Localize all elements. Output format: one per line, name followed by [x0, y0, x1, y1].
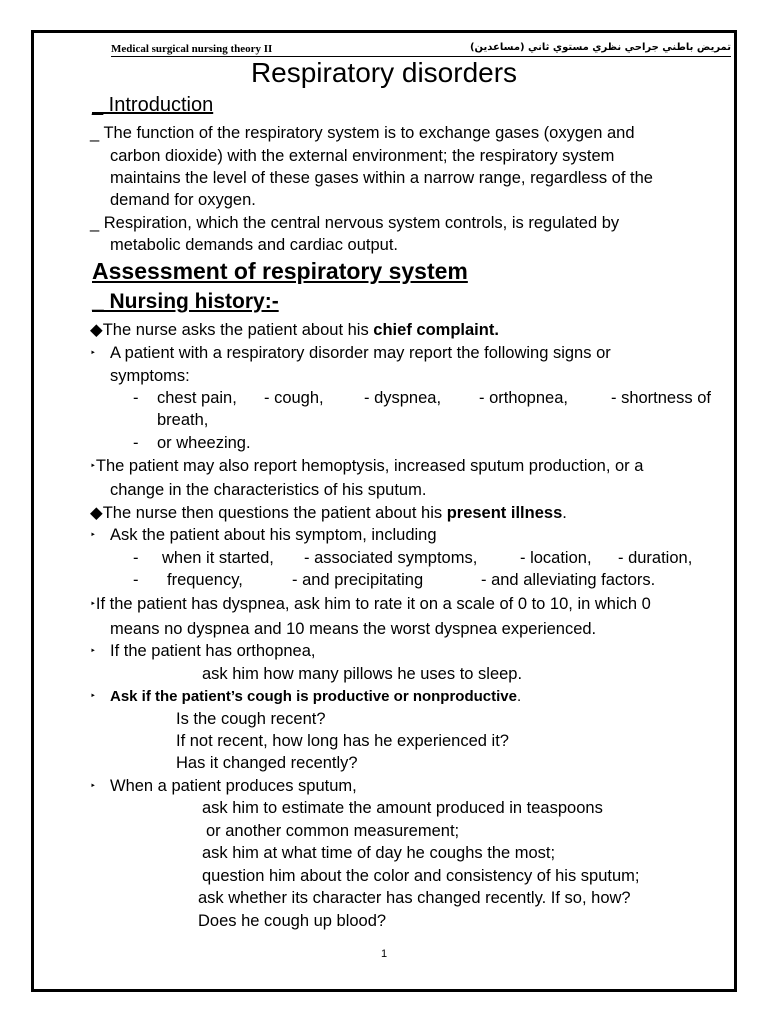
symptom-detail: frequency,	[167, 571, 243, 589]
intro-line: _ The function of the respiratory system is to exchange gases (oxygen and	[90, 124, 635, 142]
intro-line: demand for oxygen.	[110, 191, 256, 209]
body-line: change in the characteristics of his sputum.	[110, 481, 427, 499]
list-dash: -	[133, 571, 139, 589]
body-line: When a patient produces sputum,	[110, 777, 357, 795]
body-line: Ask the patient about his symptom, including	[110, 526, 437, 544]
body-line: Does he cough up blood?	[198, 912, 387, 930]
symptom-detail: - and alleviating factors.	[481, 571, 656, 589]
body-line: ask him to estimate the amount produced in teaspoons	[202, 799, 603, 817]
body-line	[90, 777, 96, 796]
triangle-bullet-icon: ‣	[90, 646, 96, 657]
page-number: 1	[380, 948, 388, 960]
symptom-item: - shortness of	[611, 389, 711, 407]
symptom-detail: - and precipitating	[292, 571, 424, 589]
body-line: If not recent, how long has he experienced it?	[176, 732, 509, 750]
intro-line: _ Respiration, which the central nervous system controls, is regulated by	[90, 214, 620, 232]
body-line: question him about the color and consistency of his sputum;	[202, 867, 640, 885]
symptom-detail: - duration,	[618, 549, 693, 567]
triangle-bullet-icon: ‣	[90, 461, 96, 472]
symptom-item: breath,	[157, 411, 209, 429]
symptom-detail: - location,	[520, 549, 592, 567]
body-line: ask him at what time of day he coughs the most;	[202, 844, 556, 862]
symptom-item: or wheezing.	[157, 434, 251, 452]
triangle-bullet-icon: ‣	[90, 691, 96, 702]
body-line: If the patient has orthopnea,	[110, 642, 316, 660]
body-line: or another common measurement;	[206, 822, 460, 840]
body-line: ◆The nurse then questions the patient about his present illness.	[90, 504, 567, 522]
body-line	[90, 526, 96, 545]
triangle-bullet-icon: ‣	[90, 348, 96, 359]
body-line: ask him how many pillows he uses to sleep.	[202, 665, 523, 683]
intro-line: maintains the level of these gases within a narrow range, regardless of the	[110, 169, 653, 187]
symptom-item: chest pain,	[157, 389, 237, 407]
body-line: ask whether its character has changed recently. If so, how?	[198, 889, 631, 907]
symptom-detail: - associated symptoms,	[304, 549, 478, 567]
triangle-bullet-icon: ‣	[90, 599, 96, 610]
symptom-detail: when it started,	[162, 549, 274, 567]
introduction-heading: _ Introduction	[92, 94, 214, 116]
body-line	[90, 687, 96, 706]
body-line: means no dyspnea and 10 means the worst dyspnea experienced.	[110, 620, 597, 638]
body-line: ‣If the patient has dyspnea, ask him to rate it on a scale of 0 to 10, in which 0	[90, 595, 651, 613]
page-title: Respiratory disorders	[250, 57, 518, 88]
list-dash: -	[133, 389, 139, 407]
header-course-arabic: تمريض باطني جراحي نظري مستوي ثاني (مساعدين)	[469, 42, 731, 53]
triangle-bullet-icon: ‣	[90, 530, 96, 541]
body-line	[90, 642, 96, 661]
assessment-heading: Assessment of respiratory system	[92, 258, 468, 284]
body-line: A patient with a respiratory disorder may report the following signs or	[110, 344, 611, 362]
triangle-bullet-icon: ‣	[90, 781, 96, 792]
list-dash: -	[133, 434, 139, 452]
body-line	[90, 344, 96, 363]
intro-line: metabolic demands and cardiac output.	[110, 236, 399, 254]
symptom-item: - dyspnea,	[364, 389, 442, 407]
diamond-bullet-icon: ◆	[90, 321, 103, 339]
symptom-item: - cough,	[264, 389, 324, 407]
body-line: Is the cough recent?	[176, 710, 326, 728]
body-line: ‣The patient may also report hemoptysis, increased sputum production, or a	[90, 457, 644, 475]
symptom-item: - orthopnea,	[479, 389, 568, 407]
body-line: Has it changed recently?	[176, 754, 358, 772]
body-line: symptoms:	[110, 367, 190, 385]
intro-line: carbon dioxide) with the external environment; the respiratory system	[110, 147, 615, 165]
list-dash: -	[133, 549, 139, 567]
body-line: ◆The nurse asks the patient about his chief complaint.	[90, 321, 499, 339]
nursing-history-heading: _ Nursing history:-	[92, 290, 279, 313]
diamond-bullet-icon: ◆	[90, 504, 103, 522]
header-course: Medical surgical nursing theory II	[111, 43, 273, 55]
body-line: Ask if the patient’s cough is productive or nonproductive.	[110, 688, 522, 705]
